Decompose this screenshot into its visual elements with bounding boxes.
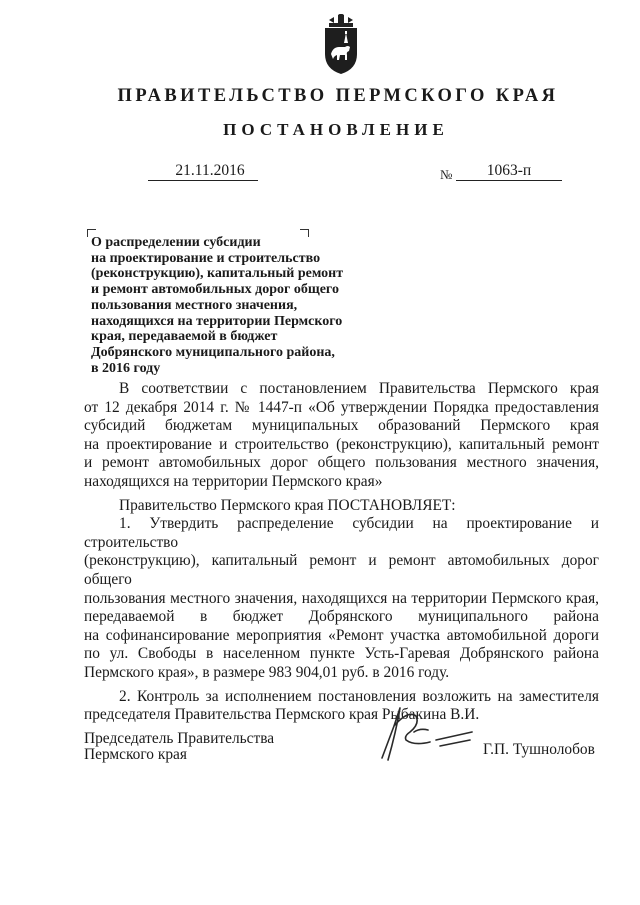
- signatory-position-line: Пермского края: [84, 746, 187, 763]
- body-line: пользования местного значения, находящихся на территории Пермского края,: [84, 589, 599, 607]
- subject-line: О распределении субсидии: [91, 235, 261, 250]
- perm-krai-coat-of-arms-icon: [321, 14, 361, 76]
- body-line: по ул. Свободы в населенном пункте Усть-Гаревая Добрянского района: [84, 645, 599, 663]
- body-line: председателя Правительства Пермского края Рыбакина В.И.: [84, 706, 480, 724]
- subject-line: в 2016 году: [91, 360, 161, 376]
- body-line: В соответствии с постановлением Правительства Пермского края: [119, 380, 599, 397]
- subject-heading: [91, 235, 343, 376]
- signatory-position-line: Председатель Правительства: [84, 730, 275, 747]
- body-line: передаваемой в бюджет Добрянского муниципального района: [84, 608, 599, 626]
- subject-line: (реконструкцию), капитальный ремонт: [91, 266, 344, 282]
- body-line: (реконструкцию), капитальный ремонт и ремонт автомобильных дорог общего: [84, 552, 599, 588]
- item-2-paragraph: [84, 688, 599, 725]
- body-line: субсидий бюджетам муниципальных образований Пермского края: [84, 417, 599, 435]
- body-line: от 12 декабря 2014 г. № 1447-п «Об утверждении Порядка предоставления: [84, 398, 599, 416]
- body-line: на проектирование и строительство (реконструкцию), капитальный ремонт: [84, 435, 599, 453]
- date-field: [148, 162, 258, 181]
- subject-line: Добрянского муниципального района,: [91, 344, 335, 360]
- body-line: и ремонт автомобильных дорог общего пользования местного значения,: [84, 454, 599, 472]
- subject-line: края, передаваемой в бюджет: [91, 329, 278, 345]
- subject-line: находящихся на территории Пермского: [91, 313, 343, 329]
- resolves-line: Правительство Пермского края ПОСТАНОВЛЯЕТ:: [119, 496, 456, 514]
- number-sign: №: [440, 167, 453, 182]
- body-line: находящихся на территории Пермского края»: [84, 472, 383, 490]
- document-body: [84, 380, 599, 725]
- handwritten-signature-icon: [374, 702, 479, 764]
- signatory-position: [84, 731, 274, 763]
- body-line: Пермского края», в размере 983 904,01 руб. в 2016 году.: [84, 663, 450, 681]
- body-line: 1. Утвердить распределение субсидии на проектирование и строительство: [84, 515, 599, 551]
- signatory-name: Г.П. Тушнолобов: [483, 741, 595, 758]
- subject-line: и ремонт автомобильных дорог общего: [91, 282, 339, 298]
- item-1-paragraph: [84, 515, 599, 682]
- preamble-paragraph: [84, 380, 599, 492]
- body-line: на софинансирование мероприятия «Ремонт участка автомобильной дороги: [84, 626, 599, 644]
- document-date: 21.11.2016: [175, 162, 245, 179]
- document-number: 1063-п: [486, 162, 532, 179]
- document-type: ПОСТАНОВЛЕНИЕ: [223, 120, 449, 139]
- body-line: 2. Контроль за исполнением постановления возложить на заместителя: [119, 687, 599, 705]
- government-title: ПРАВИТЕЛЬСТВО ПЕРМСКОГО КРАЯ: [117, 86, 559, 106]
- number-field: [456, 162, 562, 181]
- subject-line: на проектирование и строительство: [91, 250, 321, 266]
- subject-line: пользования местного значения,: [91, 297, 298, 313]
